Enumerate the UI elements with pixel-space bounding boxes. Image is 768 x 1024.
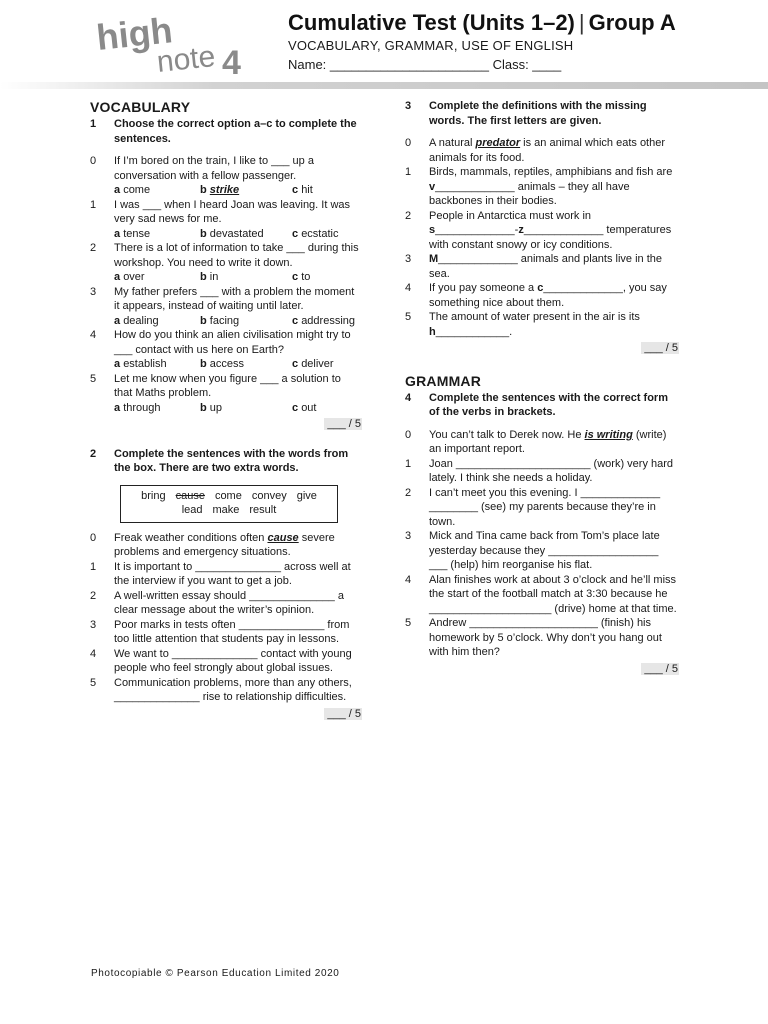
question-item (405, 252, 679, 281)
sentence-part: People in Antarctica must work in (429, 209, 592, 222)
box-word: result (249, 504, 277, 516)
item-sentence: Poor marks in tests often ______________ from too little attention that students pay in lessons. (114, 618, 350, 645)
item-sentence: How do you think an alien civilisation might try to ___ contact with us here on Earth? (114, 329, 351, 356)
sentence-part: ____________. (435, 325, 513, 338)
name-class-line: Name: ______________________ Class: ____ (288, 57, 562, 72)
question-item (90, 372, 362, 416)
question-item (405, 209, 679, 253)
option-c (292, 270, 310, 285)
option-a (114, 357, 200, 372)
item-sentence: Mick and Tina came back from Tom’s place late yesterday because they __________________ ___ (help) him reorganise his flat. (429, 530, 660, 571)
sentence-part: _____________ animals and plants live in the sea. (429, 253, 663, 280)
option-word: establish (123, 358, 167, 370)
task-3-instruction: 3 Complete the definitions with the missing words. The first letters are given. (405, 100, 647, 127)
question-item (405, 616, 679, 660)
word-box (120, 485, 338, 523)
task-3-items (405, 136, 679, 339)
vocabulary-heading: VOCABULARY (90, 99, 191, 115)
option-letter: a (114, 184, 121, 196)
option-a (114, 270, 200, 285)
item-sentence: We want to ______________ contact with young people who feel strongly about global issues. (114, 647, 352, 674)
task-3-score: ___ / 5 (405, 341, 679, 356)
option-letter: c (292, 401, 299, 414)
item-number: 2 (405, 486, 412, 499)
question-item (405, 486, 679, 530)
task-4-score: ___ / 5 (405, 662, 679, 677)
item-number: 1 (90, 198, 97, 211)
option-word: through (123, 401, 161, 414)
item-body (114, 676, 362, 705)
option-letter: a (114, 358, 121, 370)
box-word: lead (181, 504, 203, 516)
option-word: devastated (209, 227, 264, 240)
title-separator: | (578, 10, 585, 35)
first-letter: h (429, 325, 436, 338)
question-item (90, 285, 362, 329)
item-sentence: I was ___ when I heard Joan was leaving. It was very sad news for me. (114, 198, 351, 225)
answer-options (114, 401, 362, 416)
option-word: out (301, 401, 317, 414)
option-c (292, 401, 316, 416)
item-body (429, 209, 679, 253)
sentence-part: (write) an important report. (429, 428, 667, 455)
option-word: dealing (123, 314, 159, 327)
option-letter: b (200, 271, 207, 283)
item-number: 5 (90, 372, 97, 385)
item-number: 4 (405, 282, 412, 294)
option-word: over (123, 271, 145, 283)
first-letter: c (537, 282, 544, 294)
sentence-part: Birds, mammals, reptiles, amphibians and fish are (429, 166, 673, 178)
item-number: 0 (90, 531, 97, 544)
logo-number: 4 (222, 44, 241, 78)
option-c (292, 314, 355, 329)
item-body (114, 328, 362, 372)
option-letter: b (200, 314, 207, 327)
answer-options (114, 314, 362, 329)
item-number: 4 (405, 573, 412, 586)
item-number: 3 (405, 253, 412, 265)
task-2-instruction: 2 Complete the sentences with the words from the box. There are two extra words. (90, 447, 349, 474)
option-letter: a (114, 227, 121, 240)
item-number: 3 (405, 530, 412, 542)
task-1-items (90, 154, 362, 415)
item-number: 4 (90, 329, 97, 341)
item-number: 2 (90, 589, 97, 602)
question-item (90, 589, 362, 618)
first-letter: M (429, 253, 439, 265)
item-body (429, 486, 679, 530)
option-letter: c (292, 184, 299, 196)
item-body (429, 573, 679, 617)
item-body (114, 560, 362, 589)
option-b (200, 357, 292, 372)
task-1-score: ___ / 5 (90, 417, 362, 432)
option-letter: a (114, 401, 121, 414)
task-4-instruction: 4 Complete the sentences with the correct form of the verbs in brackets. (405, 391, 668, 418)
item-number: 1 (90, 560, 97, 573)
item-body (114, 531, 362, 560)
option-word: deliver (301, 358, 334, 370)
question-item (90, 531, 362, 560)
item-sentence: A well-written essay should ______________ a clear message about the writer’s opinion. (114, 589, 344, 616)
option-letter: b (200, 184, 207, 196)
item-body (429, 457, 679, 486)
option-word: addressing (301, 314, 356, 327)
option-b (200, 227, 292, 242)
question-item (90, 241, 362, 285)
item-body (114, 154, 362, 198)
item-number: 2 (405, 209, 412, 222)
option-letter: b (200, 401, 207, 414)
example-answer: is writing (584, 428, 633, 441)
page-subtitle: VOCABULARY, GRAMMAR, USE OF ENGLISH (288, 38, 574, 53)
group-label: Group A (588, 10, 676, 35)
option-letter: a (114, 314, 121, 327)
sentence-part: _____________ animals – they all have backbones in their bodies. (429, 180, 630, 207)
item-body (429, 281, 679, 310)
item-sentence: Communication problems, more than any others, ______________ rise to relationship difficulties. (114, 676, 352, 703)
option-word: ecstatic (301, 227, 339, 240)
item-body (114, 589, 362, 618)
question-item (405, 428, 679, 457)
item-number: 3 (90, 285, 97, 298)
page-title (288, 10, 676, 36)
task-2-items (90, 531, 362, 705)
item-sentence: Andrew _____________________ (finish) his homework by 5 o’clock. Why don’t you hang out with him then? (429, 617, 662, 658)
right-column (405, 98, 679, 676)
question-item (90, 676, 362, 705)
logo-high-text: high (96, 16, 175, 58)
box-word: bring (141, 489, 166, 502)
answer-options (114, 183, 362, 198)
option-a (114, 227, 200, 242)
sentence-part: Freak weather conditions often (114, 531, 268, 544)
option-word: to (301, 271, 311, 283)
box-word: come (214, 489, 242, 502)
grammar-heading: GRAMMAR (405, 372, 482, 389)
sentence-part: is an animal which eats other animals for its food. (429, 137, 666, 164)
example-answer: predator (475, 137, 521, 149)
question-item (90, 647, 362, 676)
option-word: facing (209, 314, 240, 327)
item-body (114, 618, 362, 647)
question-item (405, 165, 679, 209)
item-sentence: It is important to ______________ across well at the interview if you want to get a job. (114, 560, 351, 587)
item-sentence: There is a lot of information to take ___ during this workshop. You need to write it down. (114, 242, 359, 269)
option-b (200, 183, 292, 198)
question-item (405, 281, 679, 310)
question-item (405, 529, 679, 573)
sentence-part: severe problems and emergency situations. (114, 531, 335, 558)
sentence-part: _____________ temperatures with constant snowy or icy conditions. (429, 224, 672, 251)
item-number: 4 (90, 647, 97, 660)
option-c (292, 357, 334, 372)
first-letter: s (429, 224, 436, 236)
item-body (114, 285, 362, 329)
item-body (114, 372, 362, 416)
item-body (114, 241, 362, 285)
question-item (90, 618, 362, 647)
box-word: cause (175, 489, 205, 502)
item-body (429, 529, 679, 573)
option-a (114, 314, 200, 329)
question-item (90, 198, 362, 242)
item-sentence: Alan finishes work at about 3 o’clock and he’ll miss the start of the football match at 3:30 because he ____________________ (drive) home at that time. (429, 573, 677, 615)
question-item (90, 154, 362, 198)
sentence-part: You can’t talk to Derek now. He (429, 428, 585, 441)
item-body (114, 647, 362, 676)
item-body (429, 136, 679, 165)
option-letter: c (292, 271, 299, 283)
item-number: 5 (405, 617, 412, 629)
left-column (90, 98, 362, 721)
option-b (200, 270, 292, 285)
sentence-part: If you pay someone a (429, 282, 538, 294)
question-item (90, 328, 362, 372)
copyright-footer: Photocopiable © Pearson Education Limited 2020 (91, 968, 340, 979)
logo-note-text: note (155, 40, 217, 78)
task-4-items (405, 428, 679, 660)
item-number: 5 (90, 676, 97, 689)
item-number: 1 (405, 457, 412, 470)
question-item (405, 136, 679, 165)
high-note-logo (96, 16, 256, 78)
item-body (429, 310, 679, 339)
sentence-part: _____________- (435, 224, 519, 236)
item-number: 1 (405, 166, 412, 178)
header-divider-band (0, 82, 768, 89)
box-word: convey (251, 489, 287, 502)
answer-options (114, 270, 362, 285)
item-sentence: My father prefers ___ with a problem the moment it appears, instead of waiting until later. (114, 285, 355, 312)
sentence-part: _____________, you say something nice about them. (429, 282, 667, 309)
item-number: 0 (90, 155, 97, 167)
answer-options (114, 357, 362, 372)
task-1-instruction: 1 Choose the correct option a–c to complete the sentences. (90, 118, 357, 145)
example-answer: strike (209, 184, 240, 196)
option-word: tense (123, 227, 151, 240)
question-item (405, 457, 679, 486)
sentence-part: A natural (429, 137, 476, 149)
option-letter: c (292, 314, 299, 327)
option-b (200, 401, 292, 416)
item-number: 2 (90, 242, 97, 254)
option-a (114, 401, 200, 416)
box-word: make (212, 504, 240, 516)
option-letter: a (114, 271, 121, 283)
item-number: 5 (405, 311, 412, 323)
option-letter: b (200, 358, 207, 370)
question-item (405, 573, 679, 617)
option-b (200, 314, 292, 329)
question-item (90, 560, 362, 589)
option-c (292, 183, 313, 198)
item-body (429, 616, 679, 660)
item-body (429, 165, 679, 209)
sentence-part: The amount of water present in the air is its (429, 311, 640, 323)
item-number: 0 (405, 428, 412, 441)
item-body (429, 252, 679, 281)
item-sentence: If I’m bored on the train, I like to ___ up a conversation with a fellow passenger. (114, 155, 314, 182)
option-word: hit (301, 184, 313, 196)
option-word: access (209, 358, 245, 370)
first-letter: v (429, 180, 436, 193)
option-letter: c (292, 358, 299, 370)
item-sentence: Joan ______________________ (work) very hard lately. I think she needs a holiday. (429, 457, 674, 484)
task-2-score: ___ / 5 (90, 707, 362, 722)
option-c (292, 227, 338, 242)
item-sentence: I can’t meet you this evening. I _____________ ________ (see) my parents because they’re in town. (429, 486, 661, 528)
option-word: in (209, 271, 219, 283)
question-item (405, 310, 679, 339)
item-number: 0 (405, 137, 412, 149)
option-word: up (209, 401, 223, 414)
first-letter: z (518, 224, 524, 236)
option-letter: b (200, 227, 207, 240)
item-sentence: Let me know when you figure ___ a solution to that Maths problem. (114, 372, 341, 399)
item-body (429, 428, 679, 457)
answer-options (114, 227, 362, 242)
example-answer: cause (267, 531, 299, 544)
option-letter: c (292, 227, 299, 240)
option-word: come (123, 184, 151, 196)
option-a (114, 183, 200, 198)
item-body (114, 198, 362, 242)
box-word: give (296, 489, 317, 502)
item-number: 3 (90, 618, 97, 631)
test-title: Cumulative Test (Units 1–2) (288, 10, 575, 35)
